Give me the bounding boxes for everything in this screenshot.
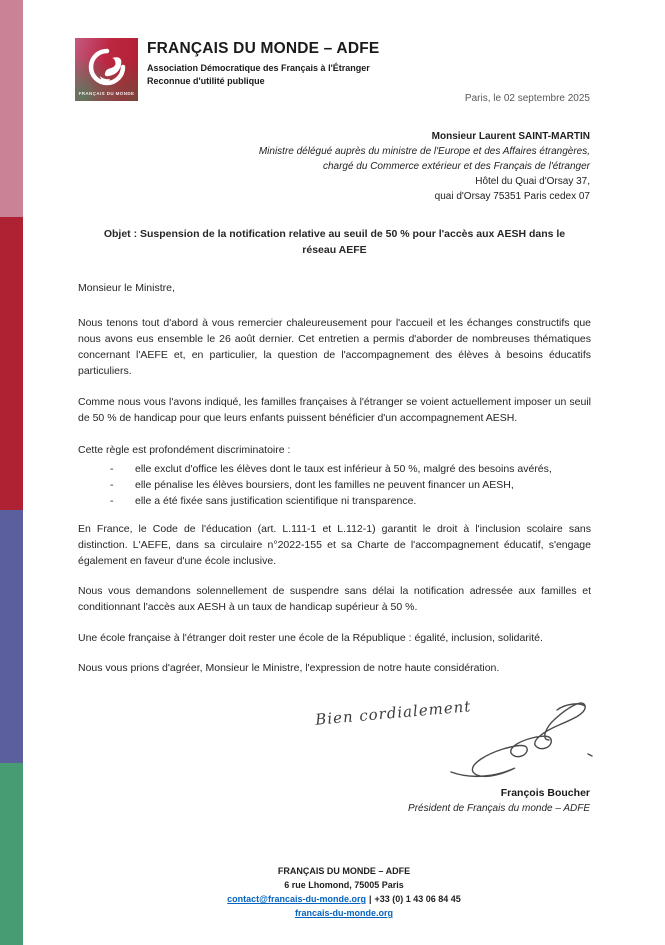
recipient-address-2: quai d'Orsay 75351 Paris cedex 07 [434, 191, 590, 202]
org-logo [75, 38, 138, 101]
org-subtitle: Association Démocratique des Français à l'Étranger [147, 63, 370, 73]
salutation: Monsieur le Ministre, [78, 282, 175, 294]
paragraph-politesse: Nous vous prions d'agréer, Monsieur le Ministre, l'expression de notre haute considération. [78, 662, 500, 674]
recipient-name: Monsieur Laurent SAINT-MARTIN [431, 131, 590, 142]
footer-website-link[interactable]: francais-du-monde.org [294, 908, 393, 918]
signatory-title: Président de Français du monde – ADFE [408, 803, 590, 814]
paragraph-code-education: En France, le Code de l'éducation (art. L.111-1 et L.112-1) garantit le droit à l'inclusion scolaire sans distinction. L'AEFE, dans sa circulaire n°2022-155 et sa Charte de l'accompagnement éducatif, s'engage également en faveur d'une école inclusive. [78, 523, 591, 567]
paragraph-seuil: Comme nous vous l'avons indiqué, les familles françaises à l'étranger se voient actuellement imposer un seuil de 50 % de handicap pour que leurs enfants puissent bénéficier d'un accompagnement AESH. [78, 396, 591, 424]
footer-website-line [23, 906, 665, 920]
recipient-title-1: Ministre délégué auprès du ministre de l'Europe et des Affaires étrangères, [258, 146, 590, 157]
org-header [147, 40, 379, 86]
date-line: Paris, le 02 septembre 2025 [464, 93, 590, 104]
logo-caption: FRANÇAIS DU MONDE [78, 91, 135, 96]
signature-scribble-icon [445, 696, 595, 791]
list-item [78, 493, 591, 509]
recipient-address-1: Hôtel du Quai d'Orsay 37, [475, 176, 590, 187]
list-item [78, 461, 591, 477]
stripe-segment-red [0, 217, 23, 510]
dash-marker: - [110, 479, 114, 491]
footer [23, 864, 665, 920]
list-item [78, 477, 591, 493]
paragraph-regle: Cette règle est profondément discriminatoire : [78, 444, 291, 456]
signatory-name: François Boucher [500, 787, 590, 799]
dash-marker: - [110, 463, 114, 475]
footer-org: FRANÇAIS DU MONDE – ADFE [277, 866, 411, 876]
org-name: FRANÇAIS DU MONDE – ADFE [147, 40, 380, 57]
subject-line: Objet : Suspension de la notification relative au seuil de 50 % pour l'accès aux AESH dans le réseau AEFE [103, 228, 566, 256]
signature-handwriting: Bien cordialement [314, 697, 473, 729]
discrimination-list [78, 461, 591, 509]
left-color-stripe [0, 0, 23, 945]
footer-contact-line [23, 892, 665, 906]
list-item-text: elle pénalise les élèves boursiers, dont les familles ne peuvent financer un AESH, [135, 479, 514, 491]
dash-marker: - [110, 495, 114, 507]
stripe-segment-pink [0, 0, 23, 217]
paragraph-thanks: Nous tenons tout d'abord à vous remercier chaleureusement pour l'accueil et les échanges constructifs que nous avons eus ensemble le 26 août dernier. Cet entretien a permis d'aborder de nombreuses thématiques concernant l'AEFE et, en particulier, la question de l'accompagnement des élèves à besoins éducatifs particuliers. [78, 317, 591, 377]
letter-body [78, 226, 591, 676]
footer-email-link[interactable]: contact@francais-du-monde.org [227, 894, 366, 904]
rooster-swirl-icon [82, 45, 132, 95]
signature-zone [315, 692, 595, 787]
recipient-block [259, 129, 590, 204]
paragraph-demande: Nous vous demandons solennellement de suspendre sans délai la notification adressée aux familles et conditionnant l'accès aux AESH à un taux de handicap supérieur à 50 %. [78, 585, 591, 613]
stripe-segment-purple [0, 510, 23, 763]
org-status: Reconnue d'utilité publique [147, 76, 265, 86]
paragraph-republique: Une école française à l'étranger doit rester une école de la République : égalité, inclusion, solidarité. [78, 632, 543, 644]
footer-phone: +33 (0) 1 43 06 84 45 [374, 894, 461, 904]
signatory-block [408, 787, 590, 814]
recipient-title-2: chargé du Commerce extérieur et des Français de l'étranger [322, 161, 590, 172]
stripe-segment-green [0, 763, 23, 945]
footer-separator: | [368, 894, 372, 904]
footer-address: 6 rue Lhomond, 75005 Paris [284, 880, 404, 890]
list-item-text: elle exclut d'office les élèves dont le taux est inférieur à 50 %, malgré des besoins avérés, [135, 463, 552, 475]
list-item-text: elle a été fixée sans justification scientifique ni transparence. [135, 495, 417, 507]
